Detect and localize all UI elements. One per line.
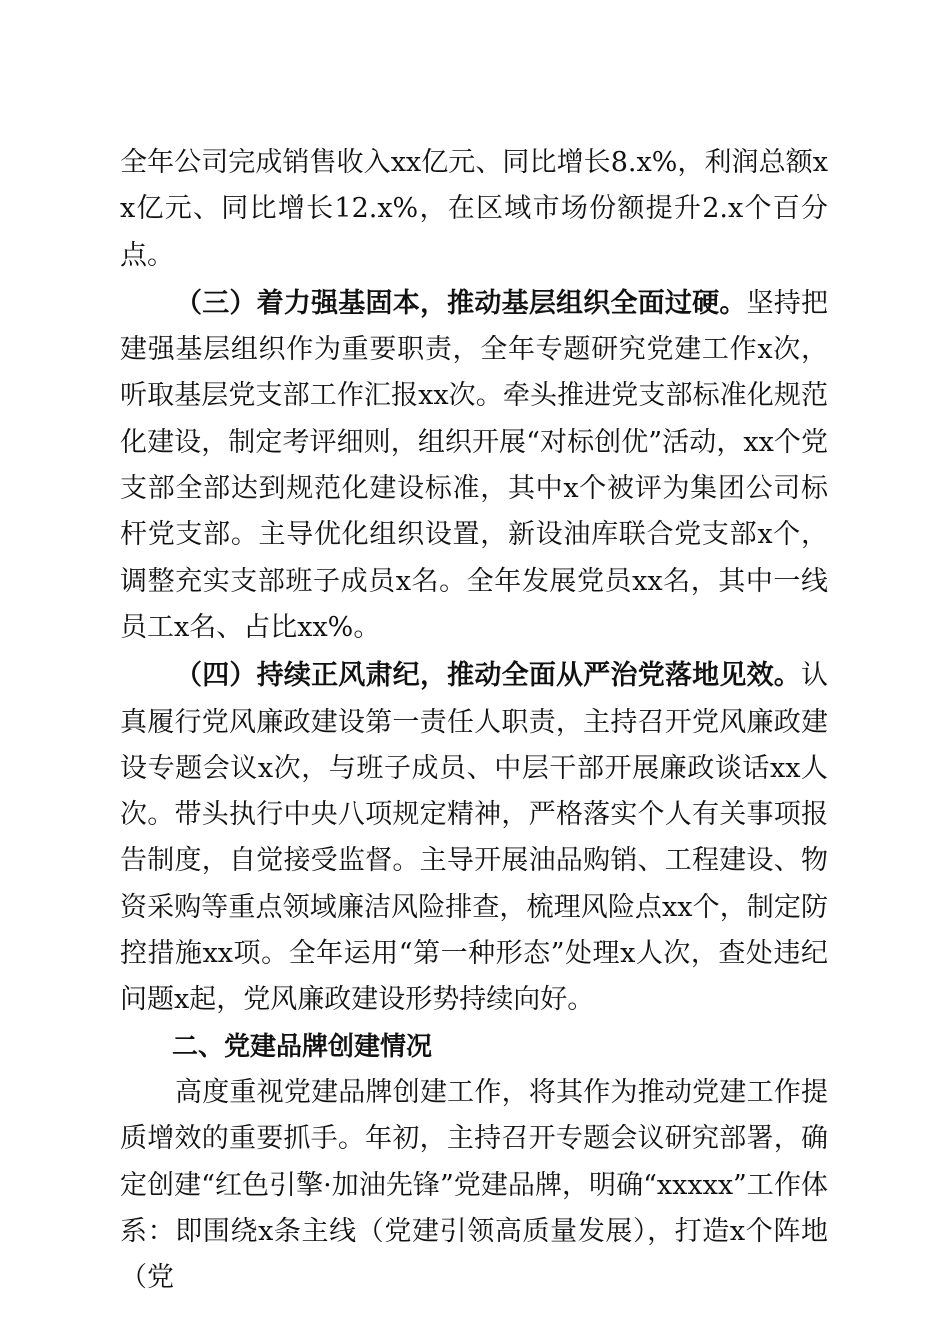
section-four-body: 认真履行党风廉政建设第一责任人职责，主持召开党风廉政建设专题会议x次，与班子成员、中层干部开展廉政谈话xx人次。带头执行中央八项规定精神，严格落实个人有关事项报告制度，自觉接受监督。主导开展油品购销、工程建设、物资采购等重点领域廉洁风险排查，梳理风险点xx个，制定防控措施xx项。全年运用“第一种形态”处理x人次，查处违纪问题x起，党风廉政建设形势持续向好。 bbox=[120, 660, 828, 1016]
paragraph-section-three bbox=[120, 281, 828, 651]
section-four-lead: （四）持续正风肃纪，推动全面从严治党落地见效。 bbox=[175, 660, 801, 692]
section-three-body: 坚持把建强基层组织作为重要职责，全年专题研究党建工作x次，听取基层党支部工作汇报xx次。牵头推进党支部标准化规范化建设，制定考评细则，组织开展“对标创优”活动，xx个党支部全部达到规范化建设标准，其中x个被评为集团公司标杆党支部。主导优化组织设置，新设油库联合党支部x个，调整充实支部班子成员x名。全年发展党员xx名，其中一线员工x名、占比xx%。 bbox=[120, 287, 829, 643]
paragraph-section-four bbox=[120, 653, 828, 1023]
paragraph-brand: 高度重视党建品牌创建工作，将其作为推动党建工作提质增效的重要抓手。年初，主持召开专题会议研究部署，确定创建“红色引擎·加油先锋”党建品牌，明确“xxxxx”工作体系：即围绕x条主线（党建引领高质量发展），打造x个阵地（党 bbox=[120, 1076, 828, 1294]
section-two-heading: 二、党建品牌创建情况 bbox=[172, 1031, 433, 1062]
paragraph-continued: 全年公司完成销售收入xx亿元、同比增长8.x%，利润总额xx亿元、同比增长12.x%，在区域市场份额提升2.x个百分点。 bbox=[120, 147, 828, 271]
section-three-lead: （三）着力强基固本，推动基层组织全面过硬。 bbox=[175, 287, 747, 319]
